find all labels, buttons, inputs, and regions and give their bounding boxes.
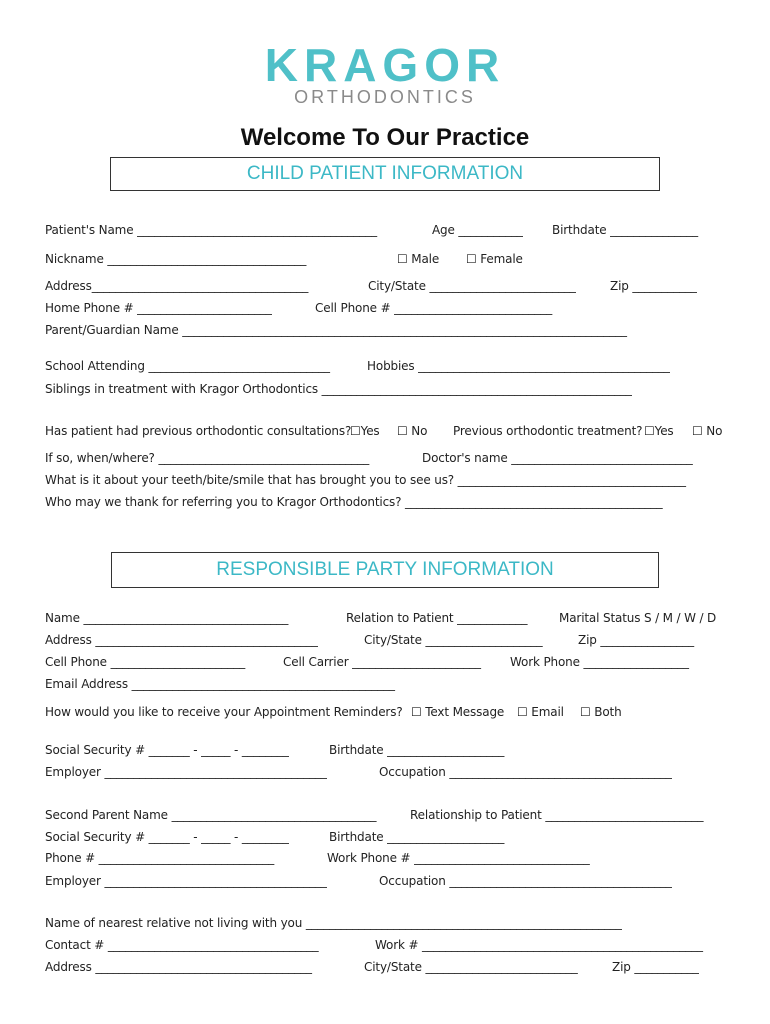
- prev-consult-no-checkbox[interactable]: ☐ No: [397, 424, 428, 438]
- reminder-email-checkbox[interactable]: ☐ Email: [517, 705, 564, 719]
- rp-marital-field[interactable]: Marital Status S / M / W / D: [559, 611, 717, 625]
- zip-field[interactable]: Zip ___________: [610, 279, 697, 293]
- rp-work-phone-field[interactable]: Work Phone __________________: [510, 655, 689, 669]
- rp-employer-field[interactable]: Employer ______________________________________: [45, 765, 327, 779]
- home-phone-field[interactable]: Home Phone # _______________________: [45, 301, 272, 315]
- prev-treatment-no-checkbox[interactable]: ☐ No: [692, 424, 723, 438]
- relative-work-field[interactable]: Work # ________________________________________________: [375, 938, 703, 952]
- second-parent-occupation-field[interactable]: Occupation ______________________________________: [379, 874, 672, 888]
- prev-treatment-yes-checkbox[interactable]: ☐Yes: [644, 424, 674, 438]
- reminder-both-checkbox[interactable]: ☐ Both: [580, 705, 622, 719]
- cell-phone-field[interactable]: Cell Phone # ___________________________: [315, 301, 553, 315]
- city-state-field[interactable]: City/State _________________________: [368, 279, 576, 293]
- referral-field[interactable]: Who may we thank for referring you to Kragor Orthodontics? ____________________________________________: [45, 495, 663, 509]
- prev-treatment-question: Previous orthodontic treatment?: [453, 424, 643, 438]
- school-field[interactable]: School Attending _______________________________: [45, 359, 330, 373]
- prev-consult-yes-checkbox[interactable]: ☐Yes: [350, 424, 380, 438]
- relative-city-state-field[interactable]: City/State __________________________: [364, 960, 578, 974]
- second-parent-birthdate-field[interactable]: Birthdate ____________________: [329, 830, 505, 844]
- rp-city-state-field[interactable]: City/State ____________________: [364, 633, 543, 647]
- rp-cell-phone-field[interactable]: Cell Phone _______________________: [45, 655, 246, 669]
- second-parent-name-field[interactable]: Second Parent Name ___________________________________: [45, 808, 377, 822]
- second-parent-phone-field[interactable]: Phone # ______________________________: [45, 851, 275, 865]
- responsible-section-header: RESPONSIBLE PARTY INFORMATION: [111, 552, 659, 588]
- second-parent-ssn-field[interactable]: Social Security # _______ - _____ - ________: [45, 830, 289, 844]
- address-field[interactable]: Address_____________________________________: [45, 279, 309, 293]
- rp-address-field[interactable]: Address ______________________________________: [45, 633, 318, 647]
- rp-ssn-field[interactable]: Social Security # _______ - _____ - ________: [45, 743, 289, 757]
- page-title: Welcome To Our Practice: [240, 124, 530, 151]
- relative-address-field[interactable]: Address _____________________________________: [45, 960, 312, 974]
- hobbies-field[interactable]: Hobbies ___________________________________________: [367, 359, 670, 373]
- reminder-text-checkbox[interactable]: ☐ Text Message: [411, 705, 505, 719]
- nearest-relative-field[interactable]: Name of nearest relative not living with you ______________________________________________________: [45, 916, 622, 930]
- rp-zip-field[interactable]: Zip ________________: [578, 633, 694, 647]
- relative-contact-field[interactable]: Contact # ____________________________________: [45, 938, 319, 952]
- guardian-name-field[interactable]: Parent/Guardian Name ____________________________________________________________________________: [45, 323, 627, 337]
- patient-name-field[interactable]: Patient's Name _________________________________________: [45, 223, 377, 237]
- second-parent-work-phone-field[interactable]: Work Phone # ______________________________: [327, 851, 590, 865]
- nickname-field[interactable]: Nickname __________________________________: [45, 252, 307, 266]
- second-parent-employer-field[interactable]: Employer ______________________________________: [45, 874, 327, 888]
- reason-field[interactable]: What is it about your teeth/bite/smile that has brought you to see us? _______________________________________: [45, 473, 686, 487]
- relative-zip-field[interactable]: Zip ___________: [612, 960, 699, 974]
- siblings-field[interactable]: Siblings in treatment with Kragor Orthodontics _____________________________________________________: [45, 382, 632, 396]
- rp-name-field[interactable]: Name ___________________________________: [45, 611, 289, 625]
- prev-consult-question: Has patient had previous orthodontic consultations?: [45, 424, 352, 438]
- child-section-header: CHILD PATIENT INFORMATION: [110, 157, 660, 191]
- rp-relation-field[interactable]: Relation to Patient ____________: [346, 611, 528, 625]
- when-where-field[interactable]: If so, when/where? ____________________________________: [45, 451, 370, 465]
- reminders-question: How would you like to receive your Appointment Reminders?: [45, 705, 403, 719]
- male-checkbox[interactable]: ☐ Male: [397, 252, 440, 266]
- logo-subtitle: ORTHODONTICS: [294, 87, 476, 107]
- rp-birthdate-field[interactable]: Birthdate ____________________: [329, 743, 505, 757]
- rp-occupation-field[interactable]: Occupation ______________________________________: [379, 765, 672, 779]
- female-checkbox[interactable]: ☐ Female: [466, 252, 523, 266]
- birthdate-field[interactable]: Birthdate _______________: [552, 223, 698, 237]
- rp-email-field[interactable]: Email Address _____________________________________________: [45, 677, 395, 691]
- second-parent-relationship-field[interactable]: Relationship to Patient ___________________________: [410, 808, 704, 822]
- logo-wordmark: KRAGOR: [264, 39, 506, 91]
- rp-cell-carrier-field[interactable]: Cell Carrier ______________________: [283, 655, 481, 669]
- doctor-name-field[interactable]: Doctor's name _______________________________: [422, 451, 693, 465]
- age-field[interactable]: Age ___________: [432, 223, 523, 237]
